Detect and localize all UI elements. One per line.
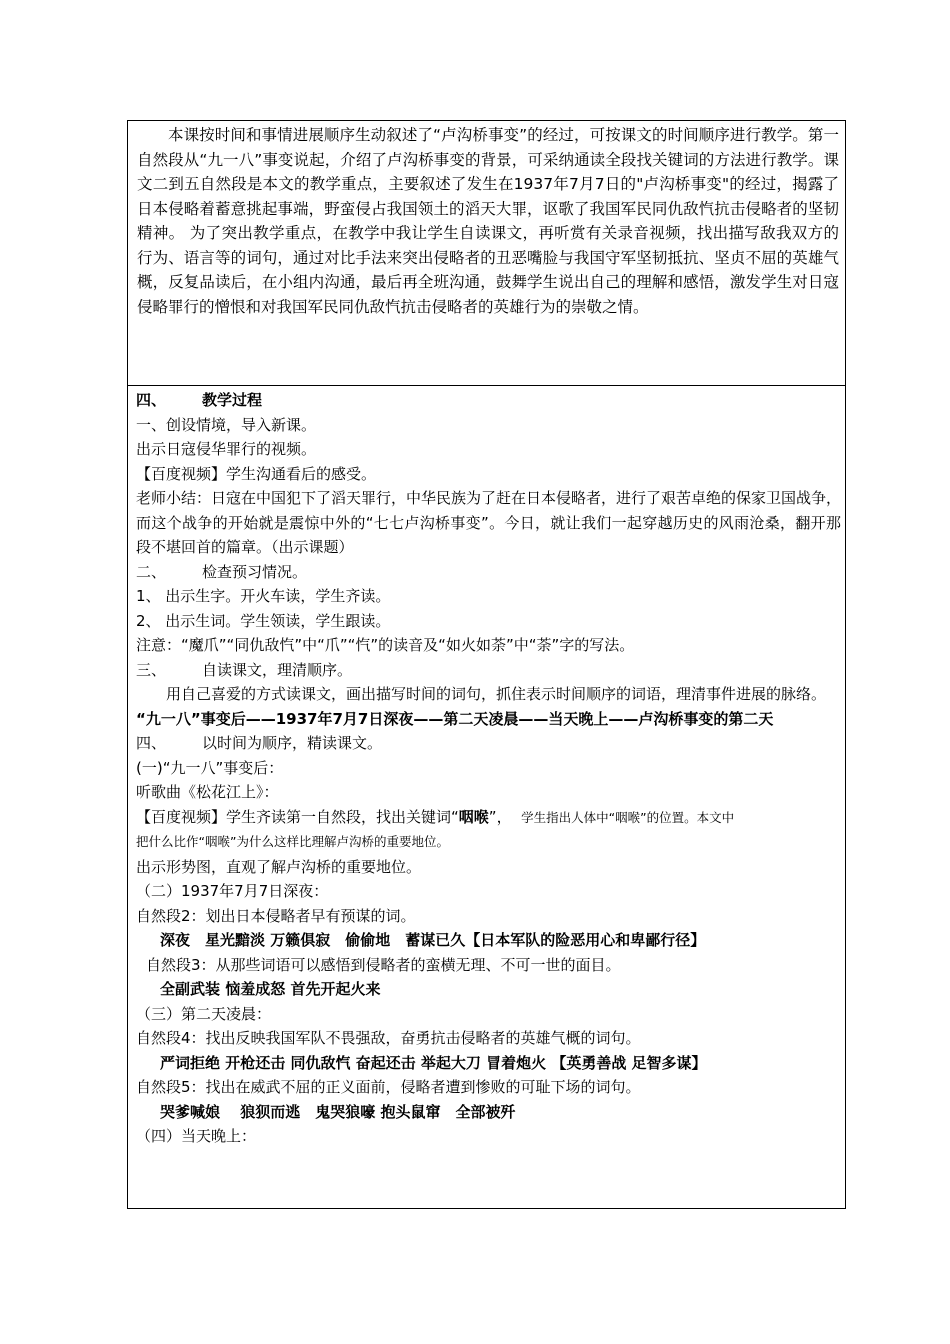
section1-title: 一、创设情境，导入新课。 bbox=[136, 415, 317, 434]
section1-line1: 出示日寇侵华罪行的视频。 bbox=[136, 440, 317, 458]
part1-line4: 出示形势图，直观了解卢沟桥的重要地位。 bbox=[136, 857, 422, 876]
part3-line1: 自然段4：找出反映我国军队不畏强敌，奋勇抗击侵略者的英雄气概的词句。 bbox=[136, 1029, 641, 1047]
part3-keywords: 严词拒绝 开枪还击 同仇敌忾 奋起还击 举起大刀 冒着炮火 【英勇善战 足智多谋】 bbox=[160, 1053, 707, 1072]
timeline-text: “九一八”事变后——1937年7月7日深夜——第二天凌晨——当天晚上——卢沟桥事变的第二天 bbox=[136, 709, 774, 728]
section2-note: 注意：“魔爪”“同仇敌忾”中“爪”“忾”的读音及“如火如荼”中“荼”字的写法。 bbox=[136, 636, 635, 654]
part1-line3: 把什么比作“咽喉”为什么这样比理解卢沟桥的重要地位。 bbox=[136, 834, 449, 849]
part3-line2: 自然段5：找出在威武不屈的正义面前，侵略者遭到惨败的可耻下场的词句。 bbox=[136, 1078, 641, 1096]
part3-title: （三）第二天凌晨： bbox=[136, 1004, 272, 1023]
part1-line2: 【百度视频】学生齐读第一自然段，找出关键词“咽喉”， 学生指出人体中“咽喉”的位置。本文中 bbox=[136, 807, 735, 826]
part3-keywords2: 哭爹喊娘 狼狈而逃 鬼哭狼嚎 抱头鼠窜 全部被歼 bbox=[160, 1102, 516, 1121]
part1-title: (一)“九一八”事变后： bbox=[136, 758, 284, 777]
part2-title: （二）1937年7月7日深夜： bbox=[136, 882, 329, 900]
section3-paragraph: 用自己喜爱的方式读课文，画出描写时间的词句，抓住表示时间顺序的词语，理清事件进展的脉络。 bbox=[166, 685, 827, 703]
part4-title: （四）当天晚上： bbox=[136, 1127, 257, 1145]
section3-title: 三、 自读课文，理清顺序。 bbox=[136, 660, 353, 679]
teacher-summary: 老师小结：日寇在中国犯下了滔天罪行，中华民族为了赶在日本侵略者，进行了艰苦卓绝的保家卫国战争，而这个战争的开始就是震惊中外的“七七卢沟桥事变”。今日，就让我们一起穿越历史的风雨沧桑，翻开那段不堪回首的篇章。（出示课题） bbox=[136, 489, 842, 556]
section2-title: 二、 检查预习情况。 bbox=[136, 562, 308, 581]
teaching-process-cell bbox=[127, 385, 846, 1209]
part1-line1: 听歌曲《松花江上》： bbox=[136, 783, 279, 801]
teaching-analysis-cell bbox=[127, 120, 846, 386]
part2-keywords: 深夜 星光黯淡 万籁俱寂 偷偷地 蓄谋已久【日本军队的险恶用心和卑鄙行径】 bbox=[160, 931, 706, 949]
teaching-process-content bbox=[136, 388, 841, 1149]
section2-line1: 1、 出示生字。开火车读，学生齐读。 bbox=[136, 587, 391, 605]
process-heading: 四、 教学过程 bbox=[136, 391, 263, 409]
section1-line2: 【百度视频】学生沟通看后的感受。 bbox=[136, 464, 377, 483]
teaching-analysis-text: 本课按时间和事情进展顺序生动叙述了“卢沟桥事变”的经过，可按课文的时间顺序进行教学。第一自然段从“九一八”事变说起，介绍了卢沟桥事变的背景，可采纳通读全段找关键词的方法进行教学。课文二到五自然段是本文的教学重点，主要叙述了发生在1937年7月7日的"卢沟桥事变"的经过，揭露了日本侵略着蓄意挑起事端，野蛮侵占我国领土的滔天大罪，讴歌了我国军民同仇敌忾抗击侵略者的坚韧精神。 为了突出教学重点，在教学中我让学生自读课文，再听赏有关录音视频，找出描写敌我双方的行为、语言等的词句，通过对比手法来突出侵略者的丑恶嘴脸与我国守军坚韧抵抗、坚贞不屈的英雄气概，反复品读后，在小组内沟通，最后再全班沟通，鼓舞学生说出自己的理解和感悟，激发学生对日寇侵略罪行的憎恨和对我国军民同仇敌忾抗击侵略者的英雄行为的崇敬之情。 bbox=[137, 126, 839, 316]
section4-title: 四、 以时间为顺序，精读课文。 bbox=[136, 734, 383, 752]
part2-line2: 自然段3：从那些词语可以感悟到侵略者的蛮横无理、不可一世的面目。 bbox=[146, 955, 621, 974]
part2-keywords2: 全副武装 恼羞成怒 首先开起火来 bbox=[160, 980, 381, 998]
section2-line2: 2、 出示生词。学生领读，学生跟读。 bbox=[136, 611, 391, 630]
part2-line1: 自然段2：划出日本侵略者早有预谋的词。 bbox=[136, 906, 416, 925]
